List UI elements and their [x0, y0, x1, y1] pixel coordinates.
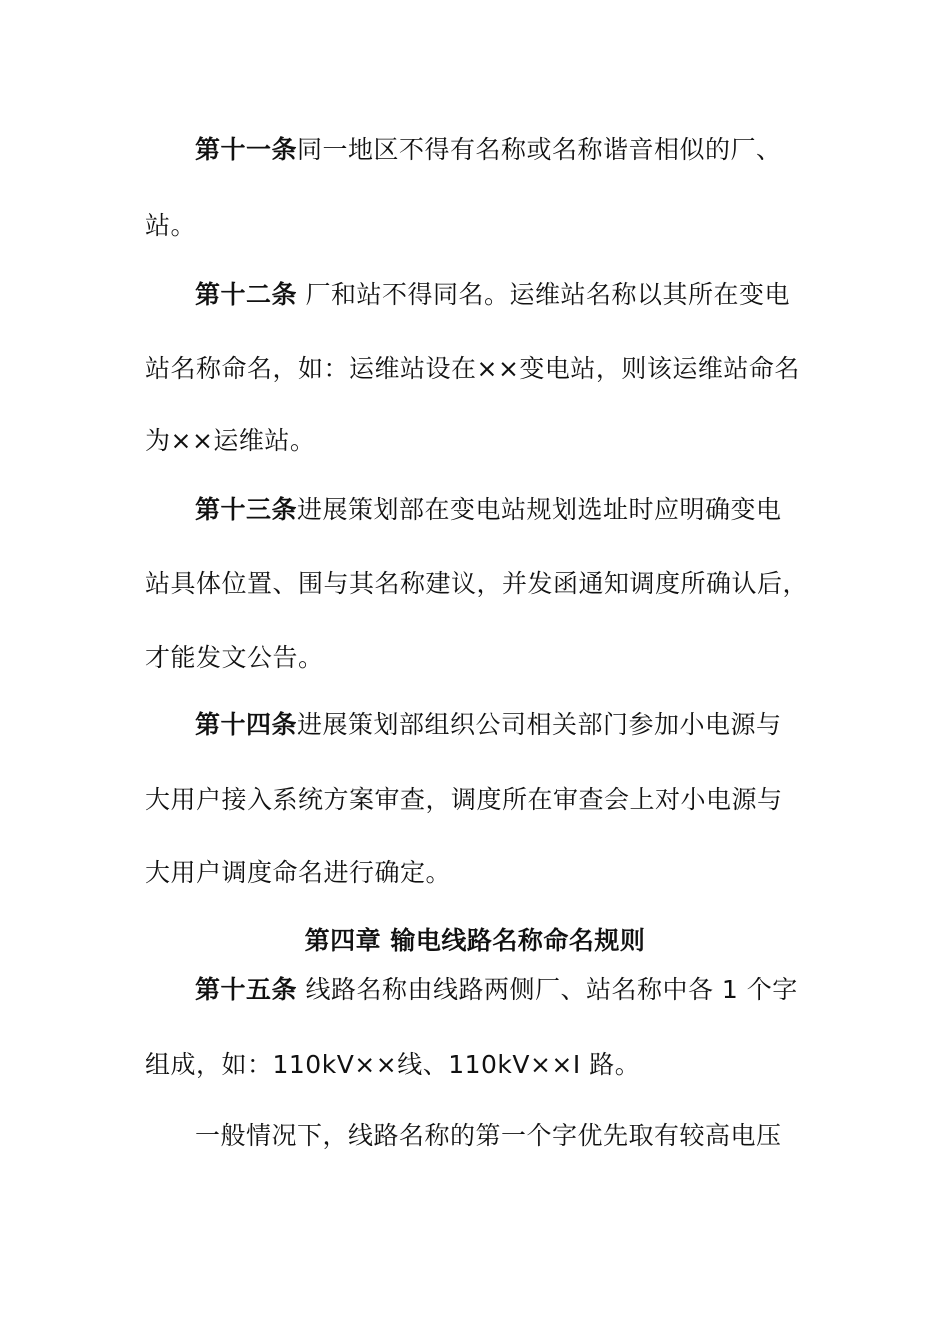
article-13-line-3: 才能发文公告。 — [145, 643, 324, 672]
article-12-label: 第十二条 — [195, 280, 298, 309]
article-15-text-1: 线路名称由线路两侧厂、站名称中各 1 个字 — [297, 975, 798, 1004]
article-12-line-2: 站名称命名，如：运维站设在××变电站，则该运维站命名 — [145, 354, 800, 383]
article-11-line-1 — [195, 133, 825, 167]
article-15-line-2: 组成，如：110kV××线、110kV××I 路。 — [145, 1050, 641, 1079]
article-13-line-1 — [195, 493, 825, 527]
article-13-label: 第十三条 — [195, 495, 298, 524]
article-14-text-1: 进展策划部组织公司相关部门参加小电源与 — [297, 710, 782, 739]
article-15-line-1 — [195, 973, 825, 1007]
article-14-label: 第十四条 — [195, 710, 298, 739]
article-12-line-1 — [195, 278, 825, 312]
chapter-4-heading: 第四章 输电线路名称命名规则 — [304, 926, 646, 955]
article-14-line-1 — [195, 708, 825, 742]
article-11-text-1: 同一地区不得有名称或名称谐音相似的厂、 — [297, 135, 782, 164]
article-14-line-2: 大用户接入系统方案审查，调度所在审查会上对小电源与 — [145, 785, 783, 814]
general-paragraph-line-1: 一般情况下，线路名称的第一个字优先取有较高电压 — [195, 1121, 782, 1150]
article-11-label: 第十一条 — [195, 135, 298, 164]
article-12-text-1: 厂和站不得同名。运维站名称以其所在变电 — [297, 280, 790, 309]
article-13-text-1: 进展策划部在变电站规划选址时应明确变电 — [297, 495, 782, 524]
article-15-label: 第十五条 — [195, 975, 298, 1004]
article-12-line-3: 为××运维站。 — [145, 426, 316, 455]
article-14-line-3: 大用户调度命名进行确定。 — [145, 858, 452, 887]
article-13-line-2: 站具体位置、围与其名称建议，并发函通知调度所确认后， — [145, 569, 809, 598]
article-11-line-2: 站。 — [145, 211, 197, 240]
